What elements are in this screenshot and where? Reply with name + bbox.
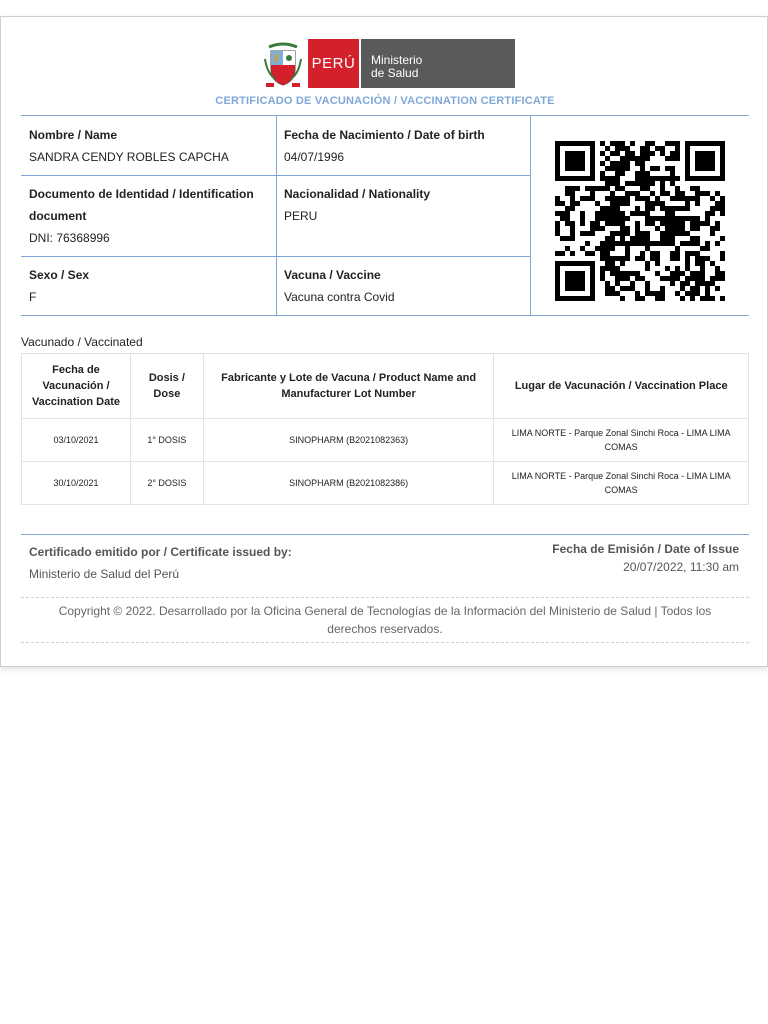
- table-row: [22, 419, 749, 462]
- nationality-value: PERU: [284, 209, 318, 223]
- coat-of-arms-icon: [263, 39, 303, 88]
- product-lot: SINOPHARM (B2021082386): [203, 462, 494, 505]
- copyright-text: Copyright © 2022. Desarrollado por la Oficina General de Tecnologías de la Información del Ministerio de Salud | Todos los derechos reservados.: [58, 604, 712, 636]
- table-row: [22, 462, 749, 505]
- column-header-product: Fabricante y Lote de Vacuna / Product Name and Manufacturer Lot Number: [203, 354, 494, 419]
- qr-code-icon: [555, 141, 725, 301]
- vaccinated-label: Vacunado / Vaccinated: [21, 335, 143, 349]
- table-header-row: [22, 354, 749, 419]
- product-lot: SINOPHARM (B2021082363): [203, 419, 494, 462]
- personal-info-grid: [21, 115, 749, 316]
- vaccination-place: LIMA NORTE - Parque Zonal Sinchi Roca - LIMA LIMA COMAS: [494, 462, 749, 505]
- dose: 1° DOSIS: [130, 419, 203, 462]
- vaccination-place: LIMA NORTE - Parque Zonal Sinchi Roca - LIMA LIMA COMAS: [494, 419, 749, 462]
- peru-label: PERÚ: [308, 39, 359, 88]
- vaccine-cell: [276, 256, 530, 316]
- nationality-label: Nacionalidad / Nationality: [284, 187, 431, 201]
- sex-cell: [21, 256, 276, 316]
- issue-date-value: 20/07/2022, 11:30 am: [623, 560, 739, 574]
- column-header-dose: Dosis / Dose: [130, 354, 203, 419]
- id-label: Documento de Identidad / Identification document: [29, 187, 254, 223]
- certificate-title: CERTIFICADO DE VACUNACIÓN / VACCINATION CERTIFICATE: [215, 95, 555, 107]
- nationality-cell: [276, 175, 530, 235]
- issued-by-label: Certificado emitido por / Certificate issued by:: [29, 545, 292, 559]
- sex-label: Sexo / Sex: [29, 268, 90, 282]
- dose: 2° DOSIS: [130, 462, 203, 505]
- birth-cell: [276, 116, 530, 176]
- vaccination-date: 30/10/2021: [22, 462, 131, 505]
- ministry-line1: Ministerio: [371, 53, 423, 67]
- ministry-line2: de Salud: [371, 66, 419, 80]
- issue-date-label: Fecha de Emisión / Date of Issue: [552, 542, 739, 556]
- issued-by-value: Ministerio de Salud del Perú: [29, 567, 180, 581]
- footer-divider: [21, 534, 749, 535]
- sex-value: F: [29, 290, 37, 304]
- vaccination-table: [21, 353, 749, 505]
- copyright-divider-top: [21, 597, 749, 598]
- grid-divider: [530, 116, 531, 316]
- column-header-date: Fecha de Vacunación / Vaccination Date: [22, 354, 131, 419]
- certificate-card: [0, 16, 768, 667]
- id-value: DNI: 76368996: [29, 231, 110, 245]
- birth-label: Fecha de Nacimiento / Date of birth: [284, 128, 485, 142]
- vaccine-value: Vacuna contra Covid: [284, 290, 395, 304]
- vaccination-date: 03/10/2021: [22, 419, 131, 462]
- ministry-label: [359, 39, 515, 88]
- column-header-place: Lugar de Vacunación / Vaccination Place: [494, 354, 749, 419]
- birth-value: 04/07/1996: [284, 150, 345, 164]
- name-cell: [21, 116, 276, 176]
- id-cell: [21, 175, 276, 257]
- copyright-divider-bottom: [21, 642, 749, 643]
- name-label: Nombre / Name: [29, 128, 118, 142]
- vaccine-label: Vacuna / Vaccine: [284, 268, 381, 282]
- ministry-logo: [263, 39, 515, 88]
- name-value: SANDRA CENDY ROBLES CAPCHA: [29, 150, 229, 164]
